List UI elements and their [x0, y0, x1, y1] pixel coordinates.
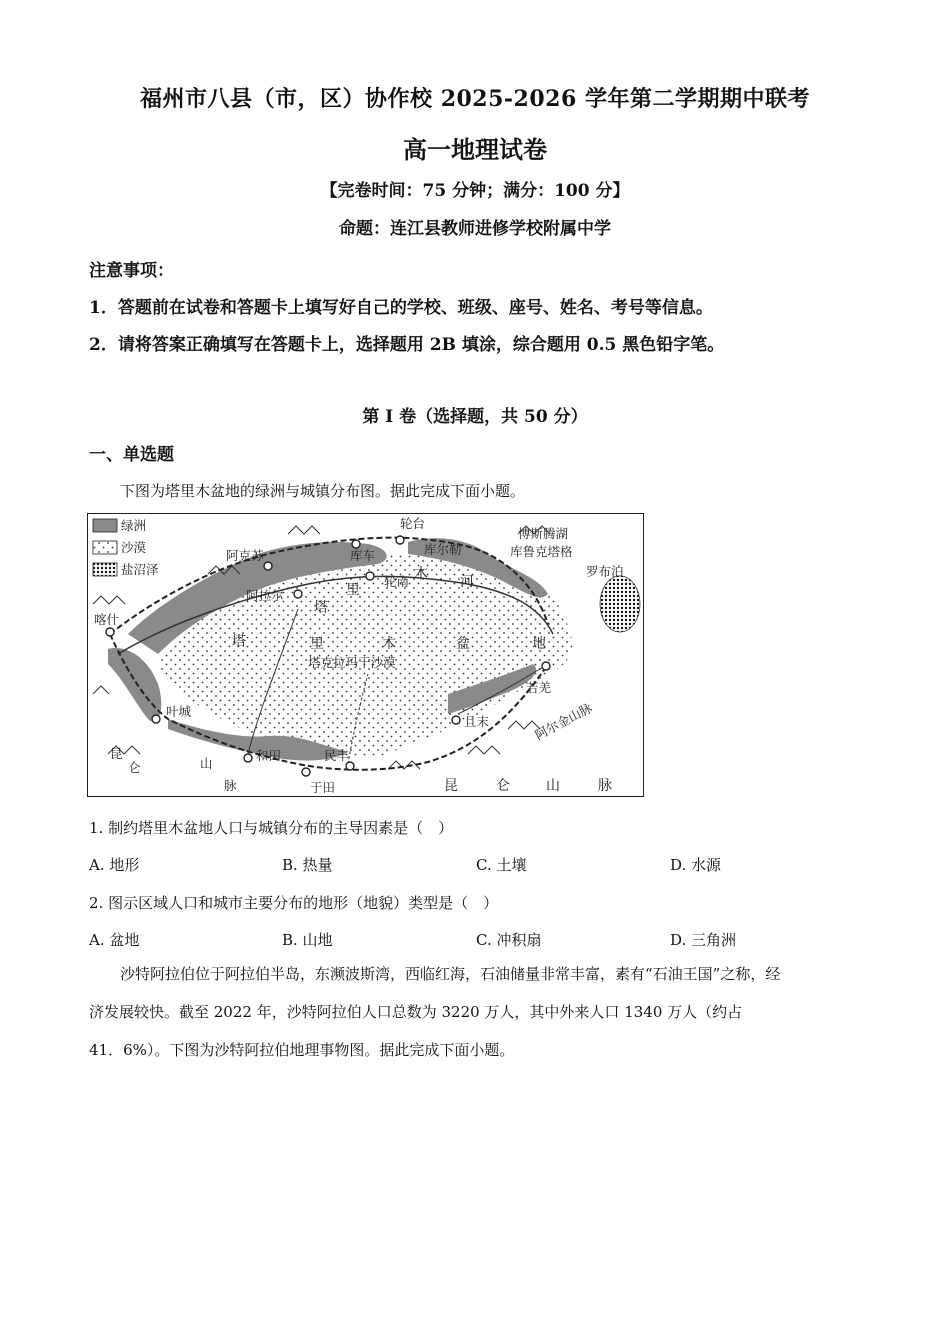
label-ruoqiang: 若羌 — [526, 680, 552, 695]
town-kuqa — [352, 540, 360, 548]
label-kunlun-west-1: 昆 — [110, 746, 123, 761]
label-kuruktag: 库鲁克塔格 — [510, 544, 573, 559]
note-item-1: 1．答题前在试卷和答题卡上填写好自己的学校、班级、座号、姓名、考号等信息。 — [89, 298, 713, 318]
label-luntai-nan: 轮南 — [384, 574, 410, 589]
question-2-option-b: B. 山地 — [282, 931, 333, 949]
label-kunlun-3: 山 — [546, 778, 560, 794]
town-aksu — [264, 562, 272, 570]
passage-2-line-2: 济发展较快。截至 2022 年，沙特阿拉伯人口总数为 3220 万人，其中外来人口 1340 万人（约占 — [89, 1003, 743, 1021]
label-korla: 库尔勒 — [424, 542, 462, 557]
label-kashgar: 喀什 — [94, 612, 120, 627]
label-altun: 阿尔金山脉 — [532, 700, 595, 743]
town-yutian — [302, 768, 310, 776]
question-2-option-a: A. 盆地 — [89, 931, 140, 949]
label-kunlun-west-2: 仑 — [128, 760, 141, 775]
tarim-basin-map — [87, 513, 644, 797]
question-intro: 下图为塔里木盆地的绿洲与城镇分布图。据此完成下面小题。 — [120, 482, 526, 500]
question-1-option-a: A. 地形 — [89, 856, 140, 874]
legend-desert-swatch — [93, 541, 117, 554]
label-yutian: 于田 — [310, 780, 336, 795]
label-qiemo: 且末 — [464, 714, 490, 729]
label-basin-2: 里 — [310, 636, 324, 652]
label-yecheng: 叶城 — [166, 704, 192, 719]
passage-2-line-1: 沙特阿拉伯位于阿拉伯半岛，东濒波斯湾，西临红海，石油储量非常丰富，素有“石油王国”之称，经 — [120, 965, 781, 983]
legend-desert-label: 沙漠 — [121, 540, 147, 555]
label-alar: 阿拉尔 — [246, 588, 284, 603]
label-luntai: 轮台 — [400, 516, 426, 531]
exam-info: 【完卷时间：75 分钟；满分：100 分】 — [320, 181, 630, 201]
question-1-stem: 1. 制约塔里木盆地人口与城镇分布的主导因素是（ ） — [89, 819, 454, 837]
label-aksu: 阿克苏 — [226, 548, 264, 563]
town-yecheng — [152, 715, 160, 723]
label-basin-5: 地 — [532, 636, 546, 652]
label-kunlun-1: 昆 — [444, 778, 458, 794]
oasis-west — [108, 648, 161, 722]
label-basin-4: 盆 — [456, 636, 470, 652]
label-minfeng: 民丰 — [324, 748, 350, 763]
town-hotan — [244, 754, 252, 762]
note-item-2: 2．请将答案正确填写在答题卡上，选择题用 2B 填涂，综合题用 0.5 黑色铅字笔。 — [89, 335, 725, 355]
town-luntai — [396, 536, 404, 544]
legend-oasis-label: 绿洲 — [121, 518, 147, 533]
town-luntai-nan — [366, 572, 374, 580]
map-svg — [88, 514, 644, 797]
label-kunlun-west-3: 山 — [200, 756, 213, 771]
town-qiemo — [452, 716, 460, 724]
label-hotan: 和田 — [256, 748, 282, 763]
question-2-option-d: D. 三角洲 — [670, 931, 737, 949]
question-1-option-d: D. 水源 — [670, 856, 722, 874]
notes-heading: 注意事项： — [89, 261, 174, 281]
section-title: 第 I 卷（选择题，共 50 分） — [362, 407, 588, 427]
map-legend — [93, 518, 159, 577]
label-river-2: 里 — [346, 582, 360, 598]
label-bosten: 博斯腾湖 — [518, 526, 569, 541]
legend-salt-swatch — [93, 563, 117, 576]
legend-salt-label: 盐沼泽 — [121, 562, 159, 577]
exam-title: 福州市八县（市，区）协作校 2025-2026 学年第二学期期中联考 — [140, 86, 810, 112]
label-basin-1: 塔 — [232, 634, 246, 650]
town-ruoqiang — [542, 662, 550, 670]
label-basin-3: 木 — [382, 636, 396, 652]
salt-marsh — [600, 576, 640, 632]
town-alar — [294, 590, 302, 598]
question-1-option-c: C. 土壤 — [476, 856, 527, 874]
label-kuqa: 库车 — [350, 548, 376, 563]
label-river-4: 河 — [460, 574, 474, 590]
label-desert: 塔克拉玛干沙漠 — [308, 655, 396, 670]
town-minfeng — [346, 762, 354, 770]
part-title: 一、单选题 — [89, 445, 174, 465]
label-lop: 罗布泊 — [586, 564, 624, 579]
label-kunlun-west-4: 脉 — [224, 778, 237, 793]
label-river-3: 木 — [414, 566, 428, 582]
question-2-stem: 2. 图示区域人口和城市主要分布的地形（地貌）类型是（ ） — [89, 894, 499, 912]
label-kunlun-2: 仑 — [496, 778, 510, 794]
passage-2-line-3: 41．6%）。下图为沙特阿拉伯地理事物图。据此完成下面小题。 — [89, 1041, 515, 1059]
label-kunlun-4: 脉 — [598, 778, 612, 794]
question-2-option-c: C. 冲积扇 — [476, 931, 542, 949]
label-river-1: 塔 — [314, 600, 328, 616]
town-kashgar — [106, 628, 114, 636]
legend-oasis-swatch — [93, 519, 117, 532]
exam-subject: 高一地理试卷 — [403, 135, 547, 164]
exam-author: 命题：连江县教师进修学校附属中学 — [339, 219, 611, 239]
question-1-option-b: B. 热量 — [282, 856, 333, 874]
